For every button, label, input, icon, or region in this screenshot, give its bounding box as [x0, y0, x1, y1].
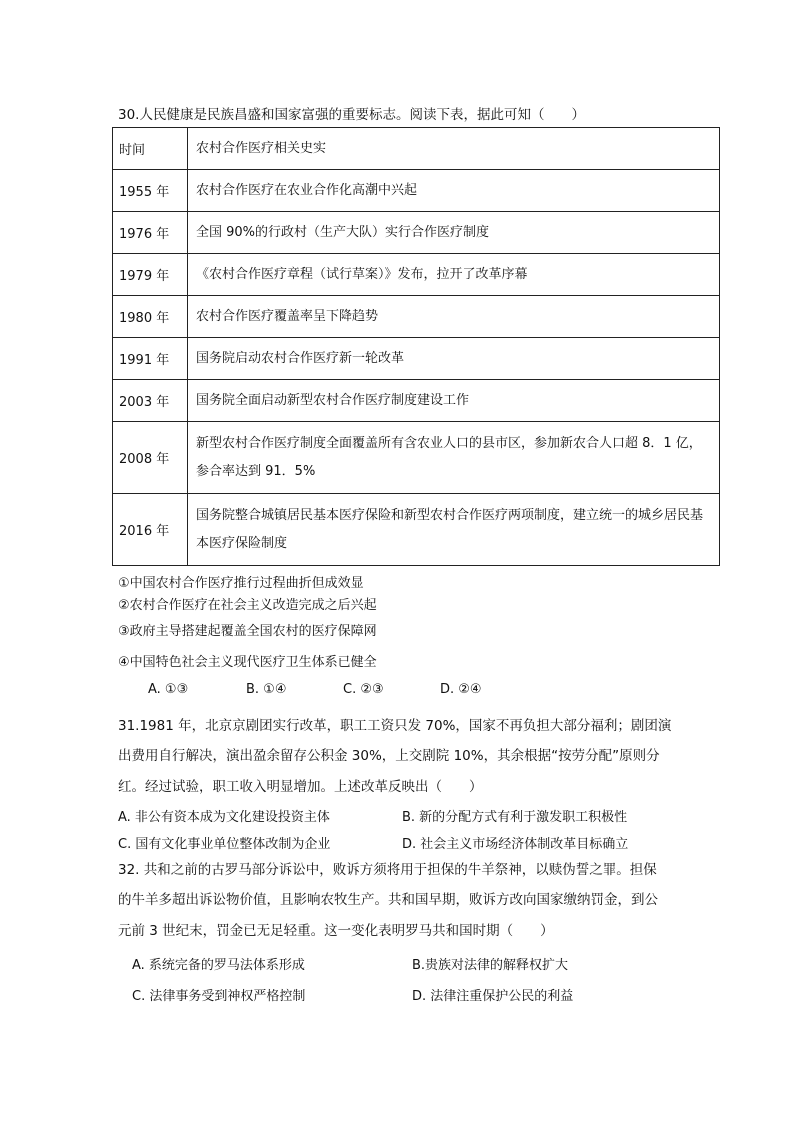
- history-table: [112, 127, 720, 566]
- table-cell-year: 1955 年: [113, 170, 188, 212]
- table-cell-fact: 国务院整合城镇居民基本医疗保险和新型农村合作医疗两项制度，建立统一的城乡居民基本医疗保险制度: [188, 494, 720, 566]
- table-header-facts: 农村合作医疗相关史实: [188, 128, 720, 170]
- table-cell-year: 2016 年: [113, 494, 188, 566]
- q30-option-d: D. ②④: [440, 682, 482, 697]
- q30-option-b: B. ①④: [246, 682, 287, 697]
- table-row: [113, 338, 720, 380]
- table-row: [113, 422, 720, 494]
- q31-option-c: C. 国有文化事业单位整体改制为企业: [118, 837, 331, 852]
- table-cell-fact: 国务院启动农村合作医疗新一轮改革: [188, 338, 720, 380]
- q31-stem-line3: 红。经过试验，职工收入明显增加。上述改革反映出（ ）: [118, 779, 483, 795]
- q30-statement-3: ③政府主导搭建起覆盖全国农村的医疗保障网: [118, 624, 377, 639]
- table-row: [113, 254, 720, 296]
- table-row: [113, 494, 720, 566]
- table-cell-year: 1979 年: [113, 254, 188, 296]
- q32-option-a: A. 系统完备的罗马法体系形成: [132, 958, 305, 973]
- q31-option-a: A. 非公有资本成为文化建设投资主体: [118, 810, 330, 825]
- table-row: [113, 296, 720, 338]
- q32-option-c: C. 法律事务受到神权严格控制: [132, 989, 306, 1004]
- table-cell-fact: 农村合作医疗覆盖率呈下降趋势: [188, 296, 720, 338]
- q32-stem-line2: 的牛羊多超出诉讼物价值，且影响农牧生产。共和国早期，败诉方改向国家缴纳罚金，到公: [118, 892, 658, 908]
- table-cell-fact: 国务院全面启动新型农村合作医疗制度建设工作: [188, 380, 720, 422]
- q31-option-d: D. 社会主义市场经济体制改革目标确立: [402, 837, 629, 852]
- table-header-time: 时间: [113, 128, 188, 170]
- table-cell-year: 2003 年: [113, 380, 188, 422]
- table-cell-year: 1980 年: [113, 296, 188, 338]
- q30-statement-2: ②农村合作医疗在社会主义改造完成之后兴起: [118, 598, 377, 613]
- table-row: [113, 380, 720, 422]
- table-cell-year: 2008 年: [113, 422, 188, 494]
- q31-stem-line1: 31.1981 年，北京京剧团实行改革，职工工资只发 70%，国家不再负担大部分福利；剧团演: [118, 718, 672, 734]
- q31-stem-line2: 出费用自行解决，演出盈余留存公积金 30%，上交剧院 10%，其余根据“按劳分配”原则分: [118, 748, 660, 764]
- q30-option-a: A. ①③: [148, 682, 189, 697]
- table-header-row: [113, 128, 720, 170]
- table-row: [113, 170, 720, 212]
- q32-option-d: D. 法律注重保护公民的利益: [412, 989, 574, 1004]
- q30-stem: 30.人民健康是民族昌盛和国家富强的重要标志。阅读下表，据此可知（ ）: [118, 107, 585, 123]
- q30-statement-4: ④中国特色社会主义现代医疗卫生体系已健全: [118, 655, 377, 670]
- q32-option-b: B.贵族对法律的解释权扩大: [412, 958, 569, 973]
- table-cell-fact: 全国 90%的行政村（生产大队）实行合作医疗制度: [188, 212, 720, 254]
- q31-option-b: B. 新的分配方式有利于激发职工积极性: [402, 810, 628, 825]
- table-cell-fact: 新型农村合作医疗制度全面覆盖所有含农业人口的县市区，参加新农合人口超 8．1 亿，参合率达到 91．5%: [188, 422, 720, 494]
- q32-stem-line1: 32. 共和之前的古罗马部分诉讼中，败诉方须将用于担保的牛羊祭神，以赎伪誓之罪。担保: [118, 862, 657, 878]
- table-cell-fact: 农村合作医疗在农业合作化高潮中兴起: [188, 170, 720, 212]
- q32-stem-line3: 元前 3 世纪末，罚金已无足轻重。这一变化表明罗马共和国时期（ ）: [118, 923, 554, 939]
- q30-statement-1: ①中国农村合作医疗推行过程曲折但成效显: [118, 576, 364, 591]
- q30-option-c: C. ②③: [343, 682, 384, 697]
- table-cell-year: 1976 年: [113, 212, 188, 254]
- table-row: [113, 212, 720, 254]
- table-cell-fact: 《农村合作医疗章程（试行草案）》发布，拉开了改革序幕: [188, 254, 720, 296]
- table-cell-year: 1991 年: [113, 338, 188, 380]
